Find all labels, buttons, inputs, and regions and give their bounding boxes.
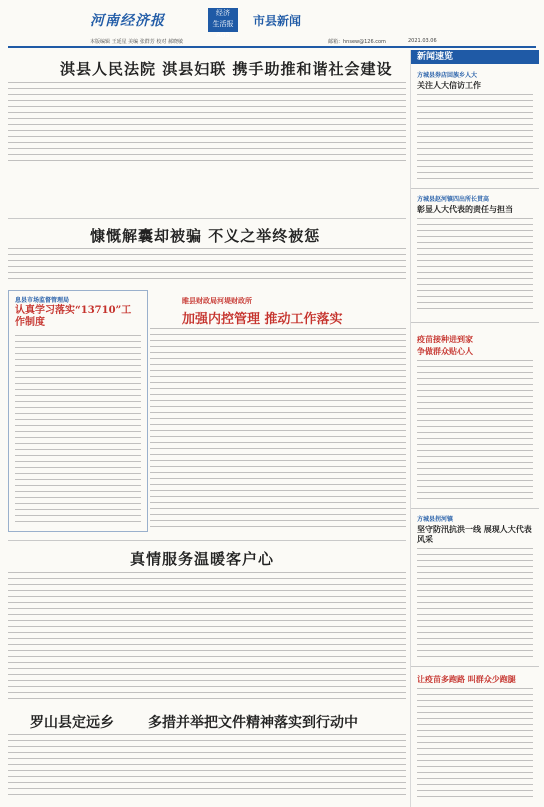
story-1-body xyxy=(8,82,406,166)
headline-7: 多措并举把文件精神落实到行动中 xyxy=(148,715,358,731)
headline-2: 慷慨解囊却被骗 不义之举终被惩 xyxy=(90,227,321,245)
brief-3-title: 疫苗接种进到家 xyxy=(417,334,473,344)
brief-2-title: 彰显人大代表的责任与担当 xyxy=(417,204,513,214)
section-title: 市县新闻 xyxy=(253,14,302,28)
brief-2-body xyxy=(417,218,533,314)
brief-1-kicker: 方城县券店回族乡人大 xyxy=(417,72,478,79)
page-badge-text: 经济 生活报 A05 xyxy=(212,9,234,39)
story-3-kicker: 息县市场监督管理局 xyxy=(15,297,70,304)
page-badge xyxy=(208,8,238,39)
headline-6: 罗山县定远乡 xyxy=(30,715,114,731)
brief-2-kicker: 方城县赵河镇四出所长贯高 xyxy=(417,196,490,203)
story-4-body xyxy=(150,328,406,528)
email-line: 邮箱：hnsew@126.com xyxy=(328,39,386,45)
brief-3-body xyxy=(417,360,533,500)
sidebar-header: 新闻速览 xyxy=(411,50,539,64)
news-brief-column xyxy=(410,50,539,807)
masthead-rule xyxy=(8,46,536,48)
brief-4-title: 争做群众贴心人 xyxy=(417,346,473,356)
date-line: 2021.03.06 xyxy=(408,38,437,44)
brief-1-title: 关注人大信访工作 xyxy=(417,80,481,90)
brief-6-title: 让疫苗多跑路 叫群众少跑腿 xyxy=(417,674,516,684)
divider xyxy=(8,218,406,219)
divider xyxy=(411,188,539,189)
story-5-body xyxy=(8,572,406,700)
story-6-7-body xyxy=(8,734,406,800)
divider xyxy=(411,508,539,509)
paper-title: 河南经济报 xyxy=(90,13,165,29)
headline-4: 加强内控管理 推动工作落实 xyxy=(182,312,343,327)
headline-5: 真情服务温暖客户心 xyxy=(130,550,275,568)
story-3-body xyxy=(15,335,141,525)
masthead xyxy=(8,6,536,48)
divider xyxy=(8,540,406,541)
brief-5-kicker: 方城县拐河镇 xyxy=(417,516,454,523)
story-4-kicker: 睢县财政局河堤财政所 xyxy=(182,296,252,305)
brief-5-body xyxy=(417,548,533,658)
headline-1: 淇县人民法院 淇县妇联 携手助推和谐社会建设 xyxy=(60,60,393,78)
story-3-box xyxy=(8,290,148,532)
divider xyxy=(411,666,539,667)
brief-1-body xyxy=(417,94,533,182)
divider xyxy=(411,322,539,323)
story-2-body xyxy=(8,248,406,284)
brief-6-body xyxy=(417,688,533,800)
brief-5-title: 坚守防汛抗洪一线 展现人大代表风采 xyxy=(417,524,532,544)
editors-line: 本版编辑 王延星 美编 张群芳 校对 郝晓敏 xyxy=(90,39,183,45)
story-3-title: 认真学习落实“13710”工作制度 xyxy=(15,305,132,328)
